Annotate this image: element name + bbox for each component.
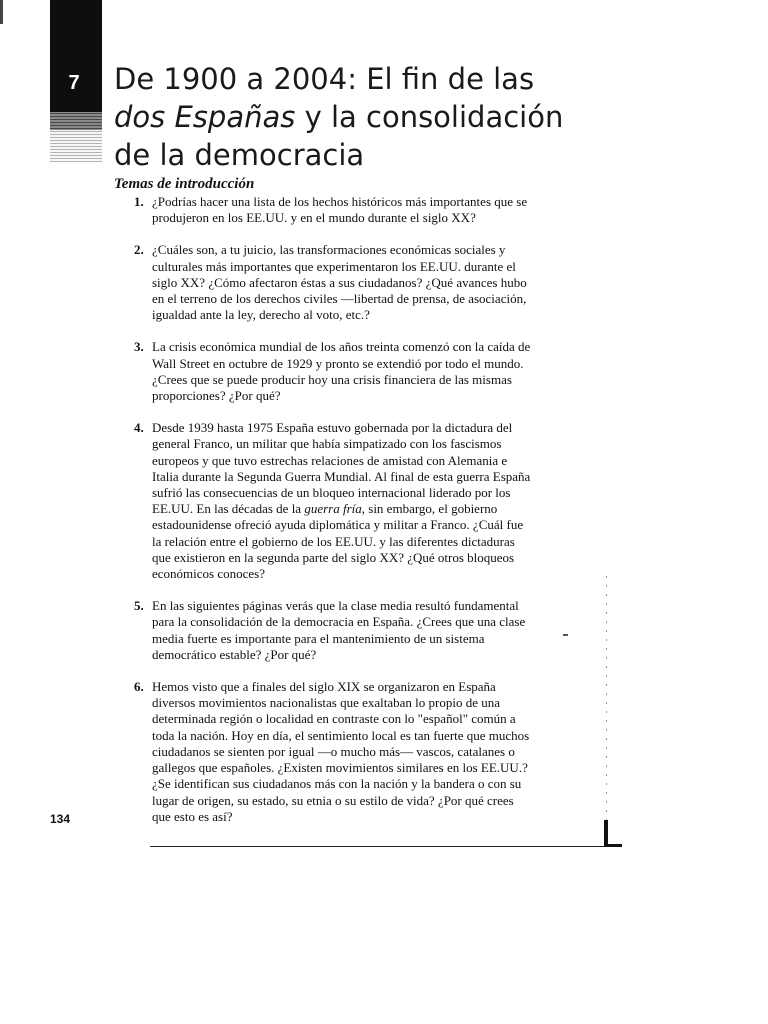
question-text: ¿Cuáles son, a tu juicio, las transformaciones económicas sociales y culturales más importantes que experimentaron los EE.UU. durante el siglo XX? ¿Cómo afectaron éstas a sus ciudadanos? ¿Qué avances hubo en el terreno de los derechos civiles —libertad de prensa, de asociación, igualdad ante la ley, derecho al voto, etc.? <box>152 242 527 323</box>
page-number: 134 <box>50 812 71 826</box>
section-heading: Temas de introducción <box>114 176 255 192</box>
question-text-italic: guerra fría <box>304 501 362 517</box>
question-text: La crisis económica mundial de los años treinta comenzó con la caída de Wall Street en octubre de 1929 y pronto se extendió por todo el mundo. ¿Crees que se puede producir hoy una crisis financiera de las mismas proporciones? ¿Por qué? <box>152 339 531 404</box>
title-part-1: De 1900 a 2004: El fin de las <box>114 62 535 96</box>
page-title <box>114 60 584 174</box>
footer-rule <box>150 846 620 847</box>
chapter-tab-halftone <box>50 112 102 162</box>
question-number: 1. <box>134 194 144 209</box>
question-number: 2. <box>134 242 144 258</box>
question-3 <box>114 339 534 404</box>
chapter-tab <box>50 0 102 130</box>
question-number: 6. <box>134 679 144 695</box>
question-number: 3. <box>134 339 144 355</box>
scan-speck <box>563 634 568 636</box>
question-text-end: , sin embargo, el gobierno estadounidense ofreció ayuda diplomática y militar a Franco. ¿Cuál fue la relación entre el gobierno de los EE.UU. y las diferentes dictaduras que existieron en la segunda parte del siglo XX? ¿Qué otros bloqueos económicos conoces? <box>152 501 524 582</box>
question-text <box>152 420 534 582</box>
title-part-2: y la consolidación de la democracia <box>114 100 564 172</box>
scan-edge-mark <box>0 0 3 24</box>
chapter-number: 7 <box>68 72 80 94</box>
question-list <box>114 194 534 841</box>
question-text: En las siguientes páginas verás que la clase media resultó fundamental para la consolidación de la democracia en España. ¿Crees que una clase media fuerte es importante para el mantenimiento de un sistema democrático estable? ¿Por qué? <box>152 598 526 662</box>
scan-right-edge <box>606 570 607 830</box>
question-1 <box>114 194 534 226</box>
question-6 <box>114 679 534 825</box>
question-number: 4. <box>134 420 144 436</box>
question-4 <box>114 420 534 582</box>
title-italic: dos Españas <box>114 100 296 134</box>
question-text: ¿Podrías hacer una lista de los hechos históricos más importantes que se produjeron en los EE.UU. y en el mundo durante el siglo XX? <box>152 194 528 226</box>
question-5 <box>114 598 534 663</box>
question-text-start: Desde 1939 hasta 1975 España estuvo gobernada por la dictadura del general Franco, un militar que había simpatizado con los fascismos europeos y que tuvo estrechas relaciones de amistad con Alemania e Italia durante la Segunda Guerra Mundial. Al final de esta guerra España sufrió las consecuencias de un bloqueo internacional liderado por los EE.UU. En las décadas de la <box>152 420 531 517</box>
scan-corner-mark <box>604 820 608 846</box>
question-number: 5. <box>134 598 144 614</box>
question-text: Hemos visto que a finales del siglo XIX se organizaron en España diversos movimientos nacionalistas que exaltaban lo propio de una determinada región o localidad en contraste con lo "español" común a toda la nación. Hoy en día, el sentimiento local es tan fuerte que muchos ciudadanos se sienten por igual —o mucho más— vascos, catalanes o gallegos que españoles. ¿Existen movimientos similares en los EE.UU.? ¿Se identifican sus ciudadanos más con la nación y la bandera o con su lugar de origen, su estado, su etnia o su estilo de vida? ¿Por qué crees que esto es así? <box>152 679 530 824</box>
scan-corner-foot <box>604 844 622 847</box>
question-2 <box>114 242 534 323</box>
